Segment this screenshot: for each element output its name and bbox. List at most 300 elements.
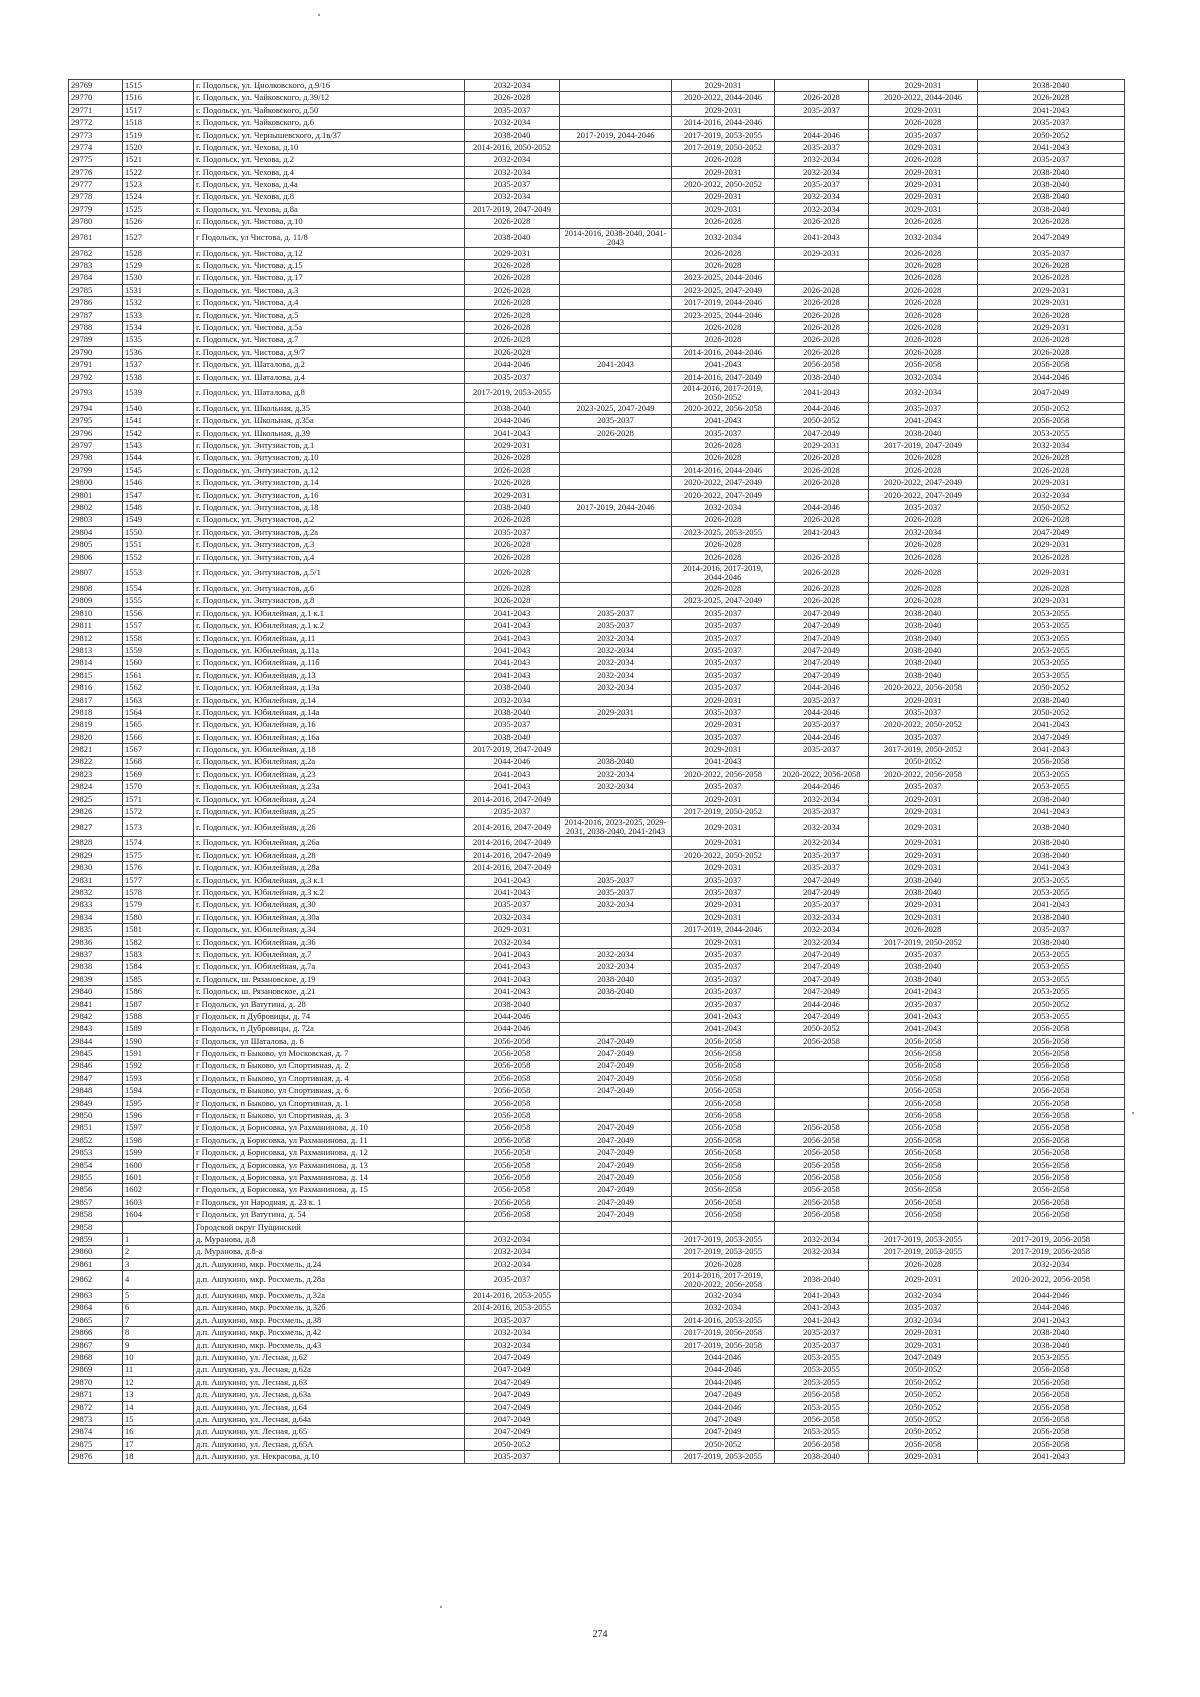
period-cell-2 xyxy=(560,203,672,215)
sequence-number-cell: 1587 xyxy=(123,998,194,1010)
period-cell-5: 2026-2028 xyxy=(869,216,978,228)
period-cell-5: 2050-2052 xyxy=(869,1426,978,1438)
period-cell-1: 2014-2016, 2053-2055 xyxy=(465,1302,560,1314)
address-cell: г Подольск, д Борисовка, ул Рахманинова, д. 13 xyxy=(194,1159,465,1171)
period-cell-4: 2026-2028 xyxy=(775,452,869,464)
record-number-cell: 29854 xyxy=(69,1159,123,1171)
period-cell-6: 2032-2034 xyxy=(978,440,1125,452)
period-cell-3: 2032-2034 xyxy=(672,1290,775,1302)
period-cell-4: 2050-2052 xyxy=(775,415,869,427)
period-cell-4 xyxy=(775,1072,869,1084)
table-row xyxy=(69,1364,1125,1376)
address-cell: г. Подольск, ул. Энтузиастов, д.16 xyxy=(194,489,465,501)
record-number-cell: 29851 xyxy=(69,1122,123,1134)
sequence-number-cell: 1516 xyxy=(123,92,194,104)
sequence-number-cell: 1515 xyxy=(123,80,194,92)
period-cell-1: 2035-2037 xyxy=(465,526,560,538)
period-cell-3: 2023-2025, 2044-2046 xyxy=(672,272,775,284)
period-cell-2: 2047-2049 xyxy=(560,1134,672,1146)
period-cell-6: 2026-2028 xyxy=(978,309,1125,321)
period-cell-6: 2053-2055 xyxy=(978,1352,1125,1364)
address-cell: г. Подольск, ул. Юбилейная, д.16а xyxy=(194,731,465,743)
period-cell-4: 2026-2028 xyxy=(775,477,869,489)
period-cell-3: 2017-2019, 2044-2046 xyxy=(672,297,775,309)
table-row xyxy=(69,924,1125,936)
sequence-number-cell: 1568 xyxy=(123,756,194,768)
table-row xyxy=(69,92,1125,104)
period-cell-2 xyxy=(560,731,672,743)
period-cell-1: 2032-2034 xyxy=(465,1258,560,1270)
period-cell-1: 2026-2028 xyxy=(465,322,560,334)
period-cell-6: 2041-2043 xyxy=(978,719,1125,731)
period-cell-2: 2047-2049 xyxy=(560,1196,672,1208)
period-cell-2 xyxy=(560,1339,672,1351)
period-cell-6: 2053-2055 xyxy=(978,961,1125,973)
period-cell-1: 2026-2028 xyxy=(465,284,560,296)
record-number-cell: 29836 xyxy=(69,936,123,948)
period-cell-4: 2038-2040 xyxy=(775,1451,869,1463)
period-cell-2: 2047-2049 xyxy=(560,1060,672,1072)
period-cell-4: 2044-2046 xyxy=(775,129,869,141)
record-number-cell: 29845 xyxy=(69,1048,123,1060)
table-row xyxy=(69,346,1125,358)
address-cell: г. Подольск, ул. Юбилейная, д.14 xyxy=(194,694,465,706)
period-cell-5: 2029-2031 xyxy=(869,203,978,215)
table-row xyxy=(69,694,1125,706)
period-cell-6: 2032-2034 xyxy=(978,489,1125,501)
table-row xyxy=(69,849,1125,861)
period-cell-3: 2023-2025, 2047-2049 xyxy=(672,595,775,607)
period-cell-5: 2029-2031 xyxy=(869,166,978,178)
period-cell-2 xyxy=(560,514,672,526)
period-cell-2 xyxy=(560,1438,672,1450)
table-row xyxy=(69,402,1125,414)
address-cell: г. Подольск, ул. Энтузиастов, д.14 xyxy=(194,477,465,489)
table-row xyxy=(69,284,1125,296)
period-cell-5 xyxy=(869,1221,978,1233)
period-cell-6: 2017-2019, 2056-2058 xyxy=(978,1233,1125,1245)
address-cell: г. Подольск, ул. Юбилейная, д.1 к.1 xyxy=(194,607,465,619)
address-cell: г. Подольск, ул. Шаталова, д.4 xyxy=(194,371,465,383)
table-row xyxy=(69,141,1125,153)
period-cell-2: 2047-2049 xyxy=(560,1172,672,1184)
period-cell-1: 2041-2043 xyxy=(465,607,560,619)
period-cell-3: 2017-2019, 2053-2055 xyxy=(672,1451,775,1463)
address-cell: г. Подольск, ул. Юбилейная, д.11 xyxy=(194,632,465,644)
address-cell: г. Подольск, ул. Чистова, д.12 xyxy=(194,247,465,259)
period-cell-3: 2056-2058 xyxy=(672,1060,775,1072)
period-cell-2: 2017-2019, 2044-2046 xyxy=(560,129,672,141)
record-number-cell: 29777 xyxy=(69,179,123,191)
period-cell-1: 2035-2037 xyxy=(465,1271,560,1290)
period-cell-2: 2026-2028 xyxy=(560,427,672,439)
period-cell-4: 2056-2058 xyxy=(775,1134,869,1146)
sequence-number-cell: 1522 xyxy=(123,166,194,178)
period-cell-2: 2038-2040 xyxy=(560,756,672,768)
period-cell-2 xyxy=(560,117,672,129)
period-cell-2: 2032-2034 xyxy=(560,645,672,657)
address-cell: г. Подольск, ул. Юбилейная, д.13 xyxy=(194,669,465,681)
period-cell-5: 2026-2028 xyxy=(869,464,978,476)
period-cell-3: 2017-2019, 2056-2058 xyxy=(672,1339,775,1351)
address-cell: г. Подольск, ул. Юбилейная, д.24 xyxy=(194,793,465,805)
table-row xyxy=(69,117,1125,129)
table-row xyxy=(69,322,1125,334)
period-cell-1: 2035-2037 xyxy=(465,1451,560,1463)
table-row xyxy=(69,216,1125,228)
address-cell: г Подольск, п Быково, ул Спортивная, д. 6 xyxy=(194,1085,465,1097)
period-cell-4: 2053-2055 xyxy=(775,1426,869,1438)
period-cell-1: 2026-2028 xyxy=(465,583,560,595)
record-number-cell: 29811 xyxy=(69,620,123,632)
period-cell-3: 2035-2037 xyxy=(672,645,775,657)
period-cell-5: 2029-2031 xyxy=(869,104,978,116)
period-cell-5: 2029-2031 xyxy=(869,862,978,874)
period-cell-6: 2056-2058 xyxy=(978,359,1125,371)
period-cell-6: 2053-2055 xyxy=(978,781,1125,793)
period-cell-5: 2029-2031 xyxy=(869,179,978,191)
address-cell: д.п. Ашукино, мкр. Росхмель, д.32б xyxy=(194,1302,465,1314)
sequence-number-cell: 1526 xyxy=(123,216,194,228)
period-cell-1: 2038-2040 xyxy=(465,682,560,694)
sequence-number-cell: 1528 xyxy=(123,247,194,259)
period-cell-5: 2035-2037 xyxy=(869,781,978,793)
address-cell: г. Подольск, ул. Чистова, д.10 xyxy=(194,216,465,228)
period-cell-1: 2035-2037 xyxy=(465,1314,560,1326)
period-cell-2 xyxy=(560,1352,672,1364)
period-cell-5: 2020-2022, 2056-2058 xyxy=(869,682,978,694)
period-cell-4: 2041-2043 xyxy=(775,1290,869,1302)
period-cell-4: 2047-2049 xyxy=(775,645,869,657)
table-row xyxy=(69,1389,1125,1401)
table-row xyxy=(69,1451,1125,1463)
record-number-cell: 29784 xyxy=(69,272,123,284)
period-cell-5: 2035-2037 xyxy=(869,949,978,961)
period-cell-3: 2029-2031 xyxy=(672,203,775,215)
period-cell-6: 2056-2058 xyxy=(978,415,1125,427)
table-row xyxy=(69,1196,1125,1208)
period-cell-3: 2026-2028 xyxy=(672,247,775,259)
period-cell-3: 2014-2016, 2017-2019, 2020-2022, 2056-2058 xyxy=(672,1271,775,1290)
period-cell-6: 2056-2058 xyxy=(978,1364,1125,1376)
sequence-number-cell: 1604 xyxy=(123,1209,194,1221)
period-cell-1: 2026-2028 xyxy=(465,551,560,563)
period-cell-6: 2056-2058 xyxy=(978,1035,1125,1047)
period-cell-2 xyxy=(560,911,672,923)
record-number-cell: 29789 xyxy=(69,334,123,346)
address-cell: г. Подольск, ул. Юбилейная, д.1 к.2 xyxy=(194,620,465,632)
period-cell-5: 2050-2052 xyxy=(869,756,978,768)
period-cell-5: 2026-2028 xyxy=(869,334,978,346)
period-cell-2: 2032-2034 xyxy=(560,632,672,644)
address-cell: г. Подольск, ул. Чистова, д.7 xyxy=(194,334,465,346)
period-cell-6: 2053-2055 xyxy=(978,427,1125,439)
record-number-cell: 29829 xyxy=(69,849,123,861)
record-number-cell: 29795 xyxy=(69,415,123,427)
sequence-number-cell: 14 xyxy=(123,1401,194,1413)
period-cell-3: 2035-2037 xyxy=(672,887,775,899)
record-number-cell: 29861 xyxy=(69,1258,123,1270)
period-cell-1: 2047-2049 xyxy=(465,1389,560,1401)
period-cell-3: 2041-2043 xyxy=(672,1023,775,1035)
period-cell-2 xyxy=(560,862,672,874)
period-cell-2: 2032-2034 xyxy=(560,768,672,780)
period-cell-6: 2041-2043 xyxy=(978,1314,1125,1326)
record-number-cell: 29780 xyxy=(69,216,123,228)
period-cell-1: 2032-2034 xyxy=(465,1327,560,1339)
record-number-cell: 29770 xyxy=(69,92,123,104)
period-cell-5: 2026-2028 xyxy=(869,595,978,607)
address-cell: г. Подольск, ул. Чайковского, д.6 xyxy=(194,117,465,129)
period-cell-2 xyxy=(560,1010,672,1022)
address-cell: г. Подольск, ш. Рязановское, д.19 xyxy=(194,973,465,985)
period-cell-1: 2041-2043 xyxy=(465,645,560,657)
period-cell-6: 2056-2058 xyxy=(978,1085,1125,1097)
period-cell-5: 2020-2022, 2050-2052 xyxy=(869,719,978,731)
period-cell-4: 2032-2034 xyxy=(775,818,869,837)
table-row xyxy=(69,228,1125,247)
period-cell-4: 2038-2040 xyxy=(775,1271,869,1290)
address-cell: г. Подольск, ул. Энтузиастов, д.5/1 xyxy=(194,564,465,583)
period-cell-5: 2032-2034 xyxy=(869,1290,978,1302)
period-cell-2 xyxy=(560,346,672,358)
period-cell-6: 2053-2055 xyxy=(978,887,1125,899)
table-row xyxy=(69,973,1125,985)
period-cell-6: 2035-2037 xyxy=(978,924,1125,936)
sequence-number-cell: 1547 xyxy=(123,489,194,501)
period-cell-1: 2026-2028 xyxy=(465,216,560,228)
period-cell-2 xyxy=(560,216,672,228)
period-cell-3: 2029-2031 xyxy=(672,818,775,837)
period-cell-5: 2032-2034 xyxy=(869,228,978,247)
period-cell-2 xyxy=(560,1023,672,1035)
table-row xyxy=(69,1122,1125,1134)
period-cell-3: 2026-2028 xyxy=(672,260,775,272)
period-cell-5: 2029-2031 xyxy=(869,837,978,849)
period-cell-2: 2014-2016, 2038-2040, 2041-2043 xyxy=(560,228,672,247)
period-cell-5: 2038-2040 xyxy=(869,632,978,644)
record-number-cell: 29856 xyxy=(69,1184,123,1196)
period-cell-2: 2032-2034 xyxy=(560,781,672,793)
record-number-cell: 29832 xyxy=(69,887,123,899)
period-cell-6: 2053-2055 xyxy=(978,632,1125,644)
period-cell-6: 2056-2058 xyxy=(978,1389,1125,1401)
period-cell-6: 2026-2028 xyxy=(978,464,1125,476)
period-cell-1: 2035-2037 xyxy=(465,806,560,818)
period-cell-5: 2026-2028 xyxy=(869,346,978,358)
address-cell: г Подольск, ул Ватутина, д. 28 xyxy=(194,998,465,1010)
table-row xyxy=(69,706,1125,718)
address-cell: г. Подольск, ул. Юбилейная, д.3 к.2 xyxy=(194,887,465,899)
period-cell-5: 2029-2031 xyxy=(869,899,978,911)
record-number-cell: 29799 xyxy=(69,464,123,476)
period-cell-4: 2032-2034 xyxy=(775,191,869,203)
sequence-number-cell: 1592 xyxy=(123,1060,194,1072)
record-number-cell: 29788 xyxy=(69,322,123,334)
period-cell-1: 2035-2037 xyxy=(465,104,560,116)
address-cell: г. Подольск, ул. Чехова, д.8а xyxy=(194,203,465,215)
table-row xyxy=(69,1184,1125,1196)
address-cell: г. Подольск, ул. Энтузиастов, д.2а xyxy=(194,526,465,538)
record-number-cell: 29859 xyxy=(69,1233,123,1245)
sequence-number-cell: 1596 xyxy=(123,1110,194,1122)
period-cell-6: 2056-2058 xyxy=(978,1401,1125,1413)
address-cell: г. Подольск, ул. Энтузиастов, д.18 xyxy=(194,502,465,514)
table-row xyxy=(69,1209,1125,1221)
record-number-cell: 29860 xyxy=(69,1246,123,1258)
period-cell-3: 2020-2022, 2050-2052 xyxy=(672,849,775,861)
period-cell-3: 2029-2031 xyxy=(672,862,775,874)
period-cell-5: 2026-2028 xyxy=(869,1258,978,1270)
period-cell-3: 2029-2031 xyxy=(672,911,775,923)
table-row xyxy=(69,526,1125,538)
period-cell-1: 2014-2016, 2047-2049 xyxy=(465,862,560,874)
record-number-cell: 29808 xyxy=(69,583,123,595)
table-row xyxy=(69,440,1125,452)
period-cell-4: 2032-2034 xyxy=(775,911,869,923)
table-row xyxy=(69,682,1125,694)
period-cell-2 xyxy=(560,1451,672,1463)
period-cell-5: 2026-2028 xyxy=(869,260,978,272)
table-row xyxy=(69,818,1125,837)
period-cell-2 xyxy=(560,849,672,861)
period-cell-4: 2053-2055 xyxy=(775,1352,869,1364)
period-cell-3: 2032-2034 xyxy=(672,228,775,247)
period-cell-1: 2056-2058 xyxy=(465,1134,560,1146)
table-row xyxy=(69,80,1125,92)
sequence-number-cell: 1581 xyxy=(123,924,194,936)
period-cell-6: 2029-2031 xyxy=(978,539,1125,551)
period-cell-1: 2026-2028 xyxy=(465,92,560,104)
period-cell-1: 2056-2058 xyxy=(465,1035,560,1047)
period-cell-3: 2023-2025, 2044-2046 xyxy=(672,309,775,321)
sequence-number-cell: 1557 xyxy=(123,620,194,632)
period-cell-6: 2038-2040 xyxy=(978,203,1125,215)
period-cell-4: 2044-2046 xyxy=(775,402,869,414)
period-cell-1: 2047-2049 xyxy=(465,1352,560,1364)
period-cell-3: 2035-2037 xyxy=(672,706,775,718)
period-cell-4: 2047-2049 xyxy=(775,669,869,681)
sequence-number-cell: 9 xyxy=(123,1339,194,1351)
period-cell-1: 2032-2034 xyxy=(465,694,560,706)
period-cell-5: 2026-2028 xyxy=(869,154,978,166)
table-row xyxy=(69,632,1125,644)
table-row xyxy=(69,1072,1125,1084)
record-number-cell: 29869 xyxy=(69,1364,123,1376)
sequence-number-cell: 1520 xyxy=(123,141,194,153)
period-cell-3: 2056-2058 xyxy=(672,1035,775,1047)
period-cell-1: 2038-2040 xyxy=(465,129,560,141)
period-cell-3: 2056-2058 xyxy=(672,1184,775,1196)
period-cell-2 xyxy=(560,1258,672,1270)
table-row xyxy=(69,1110,1125,1122)
period-cell-4: 2041-2043 xyxy=(775,1314,869,1326)
period-cell-1: 2056-2058 xyxy=(465,1196,560,1208)
period-cell-2: 2047-2049 xyxy=(560,1209,672,1221)
period-cell-3: 2029-2031 xyxy=(672,744,775,756)
period-cell-2 xyxy=(560,936,672,948)
record-number-cell: 29824 xyxy=(69,781,123,793)
record-number-cell: 29830 xyxy=(69,862,123,874)
period-cell-4: 2047-2049 xyxy=(775,427,869,439)
period-cell-1: 2014-2016, 2050-2052 xyxy=(465,141,560,153)
period-cell-3: 2014-2016, 2017-2019, 2050-2052 xyxy=(672,383,775,402)
period-cell-6: 2047-2049 xyxy=(978,526,1125,538)
record-number-cell: 29805 xyxy=(69,539,123,551)
period-cell-6: 2035-2037 xyxy=(978,117,1125,129)
table-row xyxy=(69,1246,1125,1258)
period-cell-6: 2050-2052 xyxy=(978,998,1125,1010)
period-cell-3: 2020-2022, 2047-2049 xyxy=(672,477,775,489)
period-cell-6: 2053-2055 xyxy=(978,645,1125,657)
period-cell-4: 2047-2049 xyxy=(775,874,869,886)
period-cell-6: 2038-2040 xyxy=(978,1327,1125,1339)
sequence-number-cell: 1600 xyxy=(123,1159,194,1171)
period-cell-6: 2053-2055 xyxy=(978,949,1125,961)
table-row xyxy=(69,986,1125,998)
record-number-cell: 29771 xyxy=(69,104,123,116)
period-cell-2 xyxy=(560,595,672,607)
record-number-cell: 29802 xyxy=(69,502,123,514)
period-cell-2 xyxy=(560,694,672,706)
period-cell-5: 2056-2058 xyxy=(869,1060,978,1072)
period-cell-6: 2047-2049 xyxy=(978,731,1125,743)
sequence-number-cell: 1582 xyxy=(123,936,194,948)
period-cell-2 xyxy=(560,309,672,321)
sequence-number-cell: 4 xyxy=(123,1271,194,1290)
period-cell-5: 2038-2040 xyxy=(869,645,978,657)
table-row xyxy=(69,166,1125,178)
record-number-cell: 29772 xyxy=(69,117,123,129)
period-cell-2 xyxy=(560,526,672,538)
record-number-cell: 29866 xyxy=(69,1327,123,1339)
period-cell-6: 2038-2040 xyxy=(978,837,1125,849)
table-row xyxy=(69,1426,1125,1438)
period-cell-2 xyxy=(560,1302,672,1314)
period-cell-5: 2029-2031 xyxy=(869,1271,978,1290)
period-cell-2 xyxy=(560,297,672,309)
period-cell-3: 2029-2031 xyxy=(672,837,775,849)
period-cell-6: 2056-2058 xyxy=(978,1048,1125,1060)
period-cell-1: 2056-2058 xyxy=(465,1110,560,1122)
period-cell-2 xyxy=(560,322,672,334)
period-cell-4: 2032-2034 xyxy=(775,837,869,849)
address-cell: г. Подольск, ул. Школьная, д.35а xyxy=(194,415,465,427)
table-row xyxy=(69,129,1125,141)
table-row xyxy=(69,1010,1125,1022)
table-row xyxy=(69,768,1125,780)
period-cell-2: 2032-2034 xyxy=(560,657,672,669)
period-cell-2 xyxy=(560,104,672,116)
sequence-number-cell: 1532 xyxy=(123,297,194,309)
sequence-number-cell: 1555 xyxy=(123,595,194,607)
table-row xyxy=(69,415,1125,427)
address-cell: г. Подольск, ул. Чехова, д.4а xyxy=(194,179,465,191)
period-cell-2 xyxy=(560,284,672,296)
period-cell-5: 2032-2034 xyxy=(869,383,978,402)
table-row xyxy=(69,1221,1125,1233)
record-number-cell: 29798 xyxy=(69,452,123,464)
period-cell-5: 2026-2028 xyxy=(869,583,978,595)
period-cell-3: 2026-2028 xyxy=(672,514,775,526)
sequence-number-cell: 1585 xyxy=(123,973,194,985)
period-cell-4 xyxy=(775,1258,869,1270)
period-cell-4: 2044-2046 xyxy=(775,998,869,1010)
period-cell-5: 2056-2058 xyxy=(869,1209,978,1221)
period-cell-3: 2029-2031 xyxy=(672,719,775,731)
period-cell-5: 2017-2019, 2047-2049 xyxy=(869,440,978,452)
period-cell-2: 2023-2025, 2047-2049 xyxy=(560,402,672,414)
